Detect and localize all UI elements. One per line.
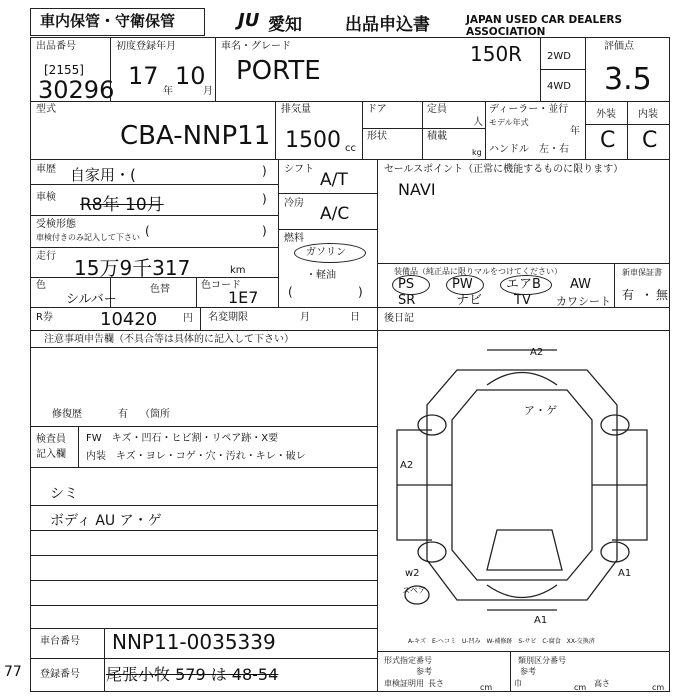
equipment-label: 装備品（純正品に限りマルをつけてください） [394,267,562,276]
diagram-mark-a1-bottom: A1 [534,615,548,626]
equipment-ps: PS [398,277,415,292]
spare-label: スペア [402,586,426,595]
notes-label: 注意事項申告欄（不具合等は具体的に記入して下さい） [44,334,294,345]
inspection-label: 車検 [36,192,56,203]
receive-close: ) [262,224,267,238]
drive-2wd: 2WD [547,51,571,62]
association-name: JAPAN USED CAR DEALERS ASSOCIATION [466,14,623,38]
tire-rear-left [418,542,446,562]
equipment-leather-seat: カワシート [556,295,611,308]
mileage-label: 走行 [36,251,56,262]
ext-label: 外装 [596,109,616,120]
person-unit: 人 [473,117,483,128]
first-reg-year: 17 [128,62,159,90]
name-change-month: 月 [300,312,310,323]
repair-label: 修復歴 [52,409,82,420]
color-change-label: 色替 [150,284,170,295]
shift-label: シフト [284,164,314,175]
displacement-label: 排気量 [281,104,311,115]
registration-value: 尾張小牧 579 は 48-54 [106,665,279,684]
width-label: 巾 [514,679,522,688]
fuel-open: ( [288,285,293,299]
inspector-line-1: FW キズ・凹石・ヒビ割・リペア跡・X要 [86,433,279,444]
model-year-unit: 年 [570,126,580,137]
rating-label: 評価点 [604,41,634,52]
inspection-value: R8年 10月 [80,195,164,215]
chassis-value: NNP11-0035339 [112,630,276,654]
diagram-mark-w2: w2 [405,568,420,579]
fuel-diesel: ・軽油 [306,270,336,281]
recycle-yen: 円 [183,313,193,324]
inspector-remark-2: ボディ AU ア・ゲ [50,513,162,529]
car-name: PORTE [236,56,321,86]
dealer-label: ディーラー・並行 [489,104,569,115]
int-label: 内装 [638,109,658,120]
history-value: 自家用・( [70,166,136,184]
name-change-label: 名変期限 [208,312,248,323]
tire-front-right [601,415,629,435]
equipment-navi: ナビ [456,293,483,308]
model-year-label: モデル年式 [489,118,529,127]
name-change-day: 日 [350,312,360,323]
ref-label-right: 参考 [520,667,536,676]
car-cabin-outline [452,390,592,580]
color-value: シルバー [66,292,117,307]
follow-up-label: 後日記 [384,313,414,324]
height-unit: cm [652,683,665,692]
fuel-label: 燃料 [284,233,304,244]
diagram-mark-pg: ア・ゲ [524,404,557,417]
equipment-aw: AW [570,277,592,292]
lot-small: [2155] [44,63,84,77]
car-rear-window [487,530,562,570]
ext-grade: C [600,128,616,153]
inspector-label-2: 記入欄 [36,449,66,460]
car-hood-line [487,373,557,386]
history-label: 車歴 [36,164,56,175]
car-body-outline [427,370,617,600]
registration-prefix: 77 [4,664,22,680]
type-cert-label: 形式指定番号 [384,656,432,665]
color-code-label: 色コード [201,280,241,291]
kg-unit: kg [472,148,482,157]
org-name: 愛知 [268,15,302,35]
inspector-label-1: 検査員 [36,434,66,445]
car-rear-line [487,585,557,598]
length-unit: cm [480,683,493,692]
fuel-gas: ガソリン [306,247,346,258]
category-label: 類別区分番号 [518,656,566,665]
color-label: 色 [36,280,46,291]
doc-title: 出品申込書 [345,15,430,35]
lot-no: 30296 [38,76,115,104]
warranty-yes: 有 [622,288,635,302]
tire-front-left [418,415,446,435]
load-label: 積載 [427,131,447,142]
month-unit: 月 [203,86,213,97]
car-grade-label: 車名・グレード [221,41,291,52]
model-label: 型式 [36,104,56,115]
vehicle-cert-label: 車検証明用 [384,679,424,688]
ps-circle [392,275,430,295]
door-label: ドア [367,104,387,115]
aircon-label: 冷房 [284,198,304,209]
ju-logo: JU [238,10,260,31]
year-unit: 年 [163,86,173,97]
width-unit: cm [574,683,587,692]
equipment-pw: PW [452,277,473,292]
tire-rear-right [601,542,629,562]
repair-value: 有 [118,409,128,420]
cc-unit: cc [345,143,356,154]
diagram-mark-a2-top: A2 [530,347,544,358]
warranty-no: 無 [656,288,669,302]
pw-circle [446,275,484,295]
inspector-line-2: 内装 キズ・ヨレ・コゲ・穴・汚れ・キレ・破レ [86,451,306,462]
warranty-sep: ・ [641,288,654,302]
chassis-label: 車台番号 [40,636,80,647]
int-grade: C [642,128,658,153]
grade: 150R [470,42,523,66]
damage-legend: A-キズ E-ヘコミ U-凹み W-補修跡 S-サビ C-腐食 XX-交換済 [408,638,595,645]
height-label: 高さ [594,679,610,688]
km-unit: km [230,265,246,276]
capacity-label: 定員 [427,104,447,115]
rating: 3.5 [604,62,652,97]
inspector-remark-1: シミ [50,486,78,502]
receive-note: 車検付きのみ記入して下さい [36,233,140,242]
shape-label: 形状 [367,131,387,142]
selling-points-label: セールスポイント（正常に機能するものに限ります） [384,164,624,175]
selling-points-value: NAVI [398,180,436,199]
first-reg-month: 10 [175,62,206,90]
length-label: 長さ [428,679,444,688]
receive-label: 受検形態 [36,219,76,230]
color-code: 1E7 [228,288,259,307]
displacement: 1500 [285,128,341,153]
drive-4wd: 4WD [547,81,571,92]
recycle-value: 10420 [100,309,158,330]
model: CBA-NNP11 [120,121,271,151]
airbag-circle [500,275,552,295]
equipment-airbag: エアB [506,277,541,292]
repair-place: （箇所 [140,409,170,420]
diagram-mark-a1-right: A1 [618,568,632,579]
handle-label: ハンドル 左・右 [489,144,569,155]
ref-label-left: 参考 [416,667,432,676]
recycle-label: R券 [36,312,53,323]
mileage-value: 15万9千317 [74,256,191,280]
diagram-mark-a2-left: A2 [400,460,414,471]
aircon-value: A/C [320,204,350,224]
first-reg-label: 初度登録年月 [116,41,176,52]
warranty-label: 新車保証書 [622,268,662,277]
shift-value: A/T [320,170,348,190]
equipment-sr: SR [398,293,416,308]
history-close: ) [262,164,267,178]
inspection-close: ) [262,192,267,206]
receive-open: ( [145,224,150,238]
registration-label: 登録番号 [40,669,80,680]
storage-title: 車内保管・守衛保管 [40,12,176,30]
equipment-tv: TV [514,293,531,308]
lot-no-label: 出品番号 [36,41,76,52]
fuel-close: ) [358,285,363,299]
